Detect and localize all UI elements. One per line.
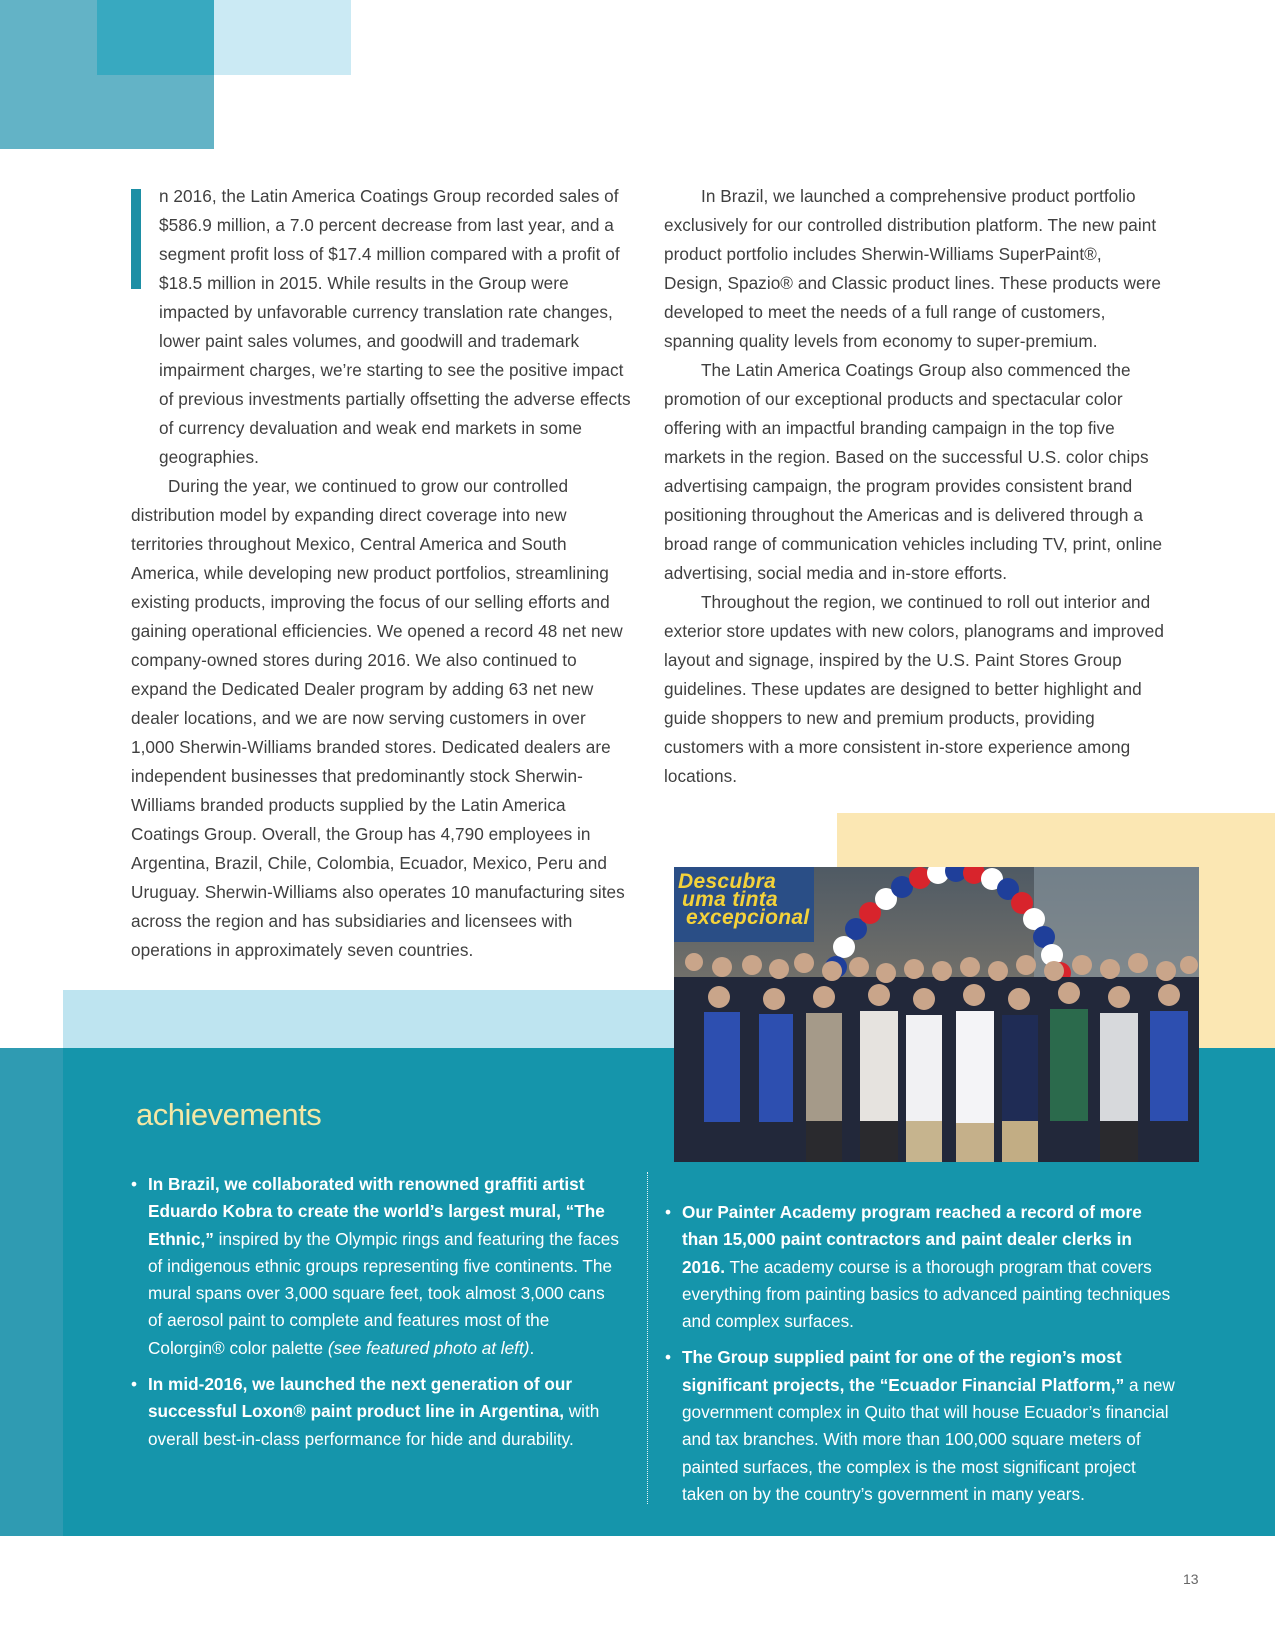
sign-line-1: Descubra xyxy=(678,870,777,893)
achievements-list-left xyxy=(131,1171,621,1462)
achievement-bold: Our Painter Academy program reached a record of more than 15,000 paint contractors and paint dealer clerks in 2016. xyxy=(682,1202,1142,1277)
photo-sign xyxy=(678,870,810,929)
right-paragraph-1: In Brazil, we launched a comprehensive product portfolio exclusively for our controlled distribution platform. The new paint product portfolio includes Sherwin-Williams SuperPaint®, Design, Spazio® and Classic product lines. These products were developed to meet the needs of a full range of customers, spanning quality levels from economy to super-premium. xyxy=(664,186,1161,351)
right-column xyxy=(664,182,1164,791)
achievement-text: a new government complex in Quito that will house Ecuador’s financial and tax branches. With more than 100,000 square meters of painted surfaces, the complex is the most significant project taken on by the country’s government in many years. xyxy=(682,1374,1175,1504)
achievement-item xyxy=(665,1199,1175,1335)
achievement-item xyxy=(131,1371,621,1453)
crowd xyxy=(674,953,1199,1162)
achievement-text: The academy course is a thorough program that covers everything from painting basics to advanced painting techniques and complex surfaces. xyxy=(682,1256,1171,1332)
right-paragraph-3: Throughout the region, we continued to roll out interior and exterior store updates with new colors, planograms and improved layout and signage, inspired by the U.S. Paint Stores Group guidelines. These updates are designed to better highlight and guide shoppers to new and premium products, providing customers with a more consistent in-store experience among locations. xyxy=(664,592,1164,786)
achievement-bold: In Brazil, we collaborated with renowned graffiti artist Eduardo Kobra to create the world’s largest mural, “The Ethnic,” xyxy=(148,1174,605,1249)
achievement-bold: In mid-2016, we launched the next generation of our successful Loxon® paint product line in Argentina, xyxy=(148,1374,573,1422)
corner-block-dark xyxy=(97,0,214,75)
achievement-tail: . xyxy=(529,1337,535,1358)
achievements-panel-side xyxy=(0,1048,63,1536)
achievement-bold: The Group supplied paint for one of the region’s most significant projects, the “Ecuador Financial Platform,” xyxy=(682,1347,1125,1395)
page-number: 13 xyxy=(1183,1571,1199,1587)
corner-block-light xyxy=(214,0,351,75)
achievement-text: with overall best-in-class performance for hide and durability. xyxy=(148,1401,600,1449)
team-photo xyxy=(674,867,1199,1162)
achievement-item xyxy=(665,1344,1175,1508)
right-paragraph-2: The Latin America Coatings Group also commenced the promotion of our exceptional products and spectacular color offering with an impactful branding campaign in the top five markets in the region. Based on the successful U.S. color chips advertising campaign, the program provides consistent brand positioning throughout the Americas and is delivered through a broad range of communication vehicles including TV, print, online advertising, social media and in-store efforts. xyxy=(664,360,1163,583)
sign-line-3: excepcional xyxy=(686,906,810,929)
achievement-italic: (see featured photo at left) xyxy=(327,1337,530,1358)
achievement-item xyxy=(131,1171,621,1362)
intro-paragraph-2: During the year, we continued to grow our controlled distribution model by expanding direct coverage into new territories throughout Mexico, Central America and South America, while developing new product portfolios, streamlining existing products, improving the focus of our selling efforts and gaining operational efficiencies. We opened a record 48 net new company-owned stores during 2016. We also continued to expand the Dedicated Dealer program by adding 63 net new dealer locations, and we are now serving customers in over 1,000 Sherwin-Williams branded stores. Dedicated dealers are independent businesses that predominantly stock Sherwin-Williams branded products supplied by the Latin America Coatings Group. Overall, the Group has 4,790 employees in Argentina, Brazil, Chile, Colombia, Ecuador, Mexico, Peru and Uruguay. Sherwin-Williams also operates 10 manufacturing sites across the region and has subsidiaries and licensees with operations in approximately seven countries. xyxy=(131,476,625,960)
light-teal-band xyxy=(63,990,675,1048)
achievement-text: inspired by the Olympic rings and featuring the faces of indigenous ethnic groups representing five continents. The mural spans over 3,000 square feet, took almost 3,000 cans of aerosol paint to complete and features most of the Colorgin® color palette xyxy=(148,1228,619,1358)
intro-paragraph-1: n 2016, the Latin America Coatings Group recorded sales of $586.9 million, a 7.0 percent decrease from last year, and a segment profit loss of $17.4 million compared with a profit of $18.5 million in 2015. While results in the Group were impacted by unfavorable currency translation rate changes, lower paint sales volumes, and goodwill and trademark impairment charges, we’re starting to see the positive impact of previous investments partially offsetting the adverse effects of currency devaluation and weak end markets in some geographies. xyxy=(159,186,631,467)
column-divider xyxy=(647,1172,648,1504)
achievements-title: achievements xyxy=(136,1097,322,1132)
intro-column xyxy=(131,182,631,965)
achievements-list-right xyxy=(665,1199,1175,1517)
sign-line-2: uma tinta xyxy=(682,888,779,911)
